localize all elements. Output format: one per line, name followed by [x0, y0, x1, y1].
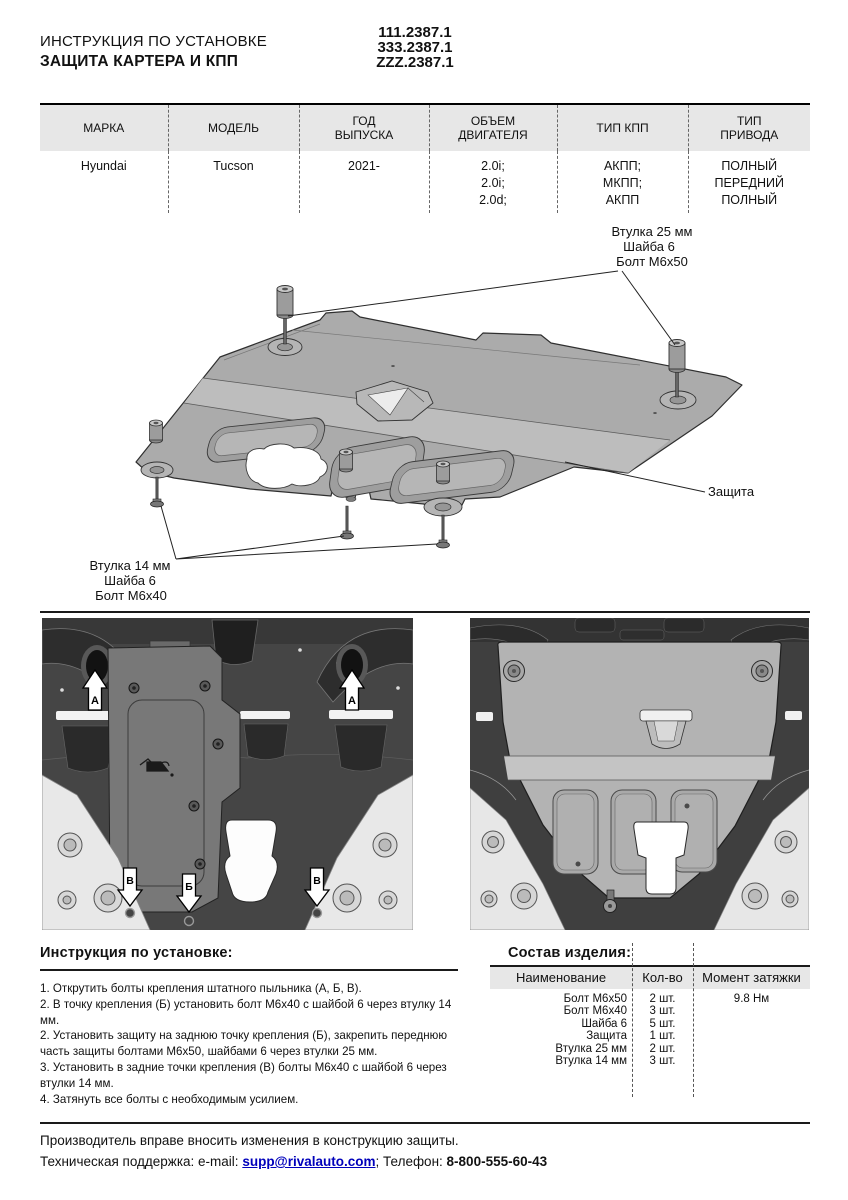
parts-col-torque: Момент затяжки — [702, 970, 801, 985]
parts-table-rows — [490, 993, 810, 1067]
skid-plate-isometric-drawing — [40, 215, 810, 613]
photo-plate-installed — [470, 618, 809, 930]
vehicle-table-header-row — [40, 104, 810, 151]
part-torque: 9.8 Нм — [733, 993, 770, 1005]
part-qty: 2 шт. — [649, 1042, 676, 1055]
callout-washer-top: Шайба 6 — [623, 239, 675, 254]
marker-letter: В — [126, 875, 134, 887]
install-step: 2. Установить защиту на заднюю точку крепления (Б), закрепить переднюю часть защиты болтами М6х50, шайбами 6 через втулки 25 мм. — [40, 1029, 448, 1059]
install-title: Инструкция по установке: — [40, 945, 233, 961]
support-phone: 8-800-555-60-43 — [446, 1154, 548, 1169]
marker-letter: А — [91, 695, 99, 707]
callout-bushing-25: Втулка 25 мм — [611, 224, 693, 239]
part-qty: 1 шт. — [649, 1030, 676, 1043]
footer-support — [40, 1154, 547, 1169]
vehicle-brand: Hyundai — [80, 159, 127, 173]
parts-row — [490, 1018, 810, 1030]
parts-row — [490, 1055, 810, 1067]
section-divider — [40, 611, 810, 613]
title-line-2: ЗАЩИТА КАРТЕРА И КПП — [40, 53, 239, 70]
install-step: 1. Открутить болты крепления штатного пыльника (А, Б, В). — [40, 982, 362, 995]
install-step: 4. Затянуть все болты с необходимым усилием. — [40, 1092, 299, 1106]
part-qty: 3 шт. — [649, 1054, 676, 1067]
parts-row — [490, 1005, 810, 1017]
part-name: Втулка 14 мм — [555, 1054, 627, 1067]
document-title — [40, 33, 267, 71]
install-step: 2. В точку крепления (Б) установить болт М6х40 с шайбой 6 через втулку 14 мм. — [40, 997, 452, 1027]
vehicle-year: 2021- — [299, 151, 429, 213]
part-name: Болт М6х40 — [563, 1005, 627, 1018]
install-steps — [40, 981, 460, 1107]
parts-row — [490, 993, 810, 1005]
part-qty: 3 шт. — [649, 1005, 676, 1018]
plate-label: Защита — [708, 484, 755, 499]
part-name: Втулка 25 мм — [555, 1042, 627, 1055]
parts-col-name: Наименование — [515, 970, 607, 985]
vehicle-col-header: ГОД ВЫПУСКА — [299, 104, 429, 151]
vehicle-col-header: МОДЕЛЬ — [168, 104, 299, 151]
vehicle-col-header: МАРКА — [40, 104, 168, 151]
parts-col-qty: Кол-во — [642, 970, 683, 985]
callout-washer-bottom: Шайба 6 — [104, 573, 156, 588]
trans-hole — [225, 820, 278, 902]
marker-letter: А — [348, 695, 356, 707]
part-name: Шайба 6 — [581, 1017, 627, 1030]
install-title-rule — [40, 969, 458, 971]
vehicle-gearbox: АКПП; МКПП; АКПП — [557, 151, 688, 213]
marker-letter: В — [313, 875, 321, 887]
part-number: ZZZ.2387.1 — [376, 54, 454, 71]
marker-letter: Б — [185, 881, 193, 893]
parts-title: Состав изделия: — [508, 945, 632, 961]
vehicle-col-header: ОБЪЕМ ДВИГАТЕЛЯ — [429, 104, 557, 151]
parts-row — [490, 1030, 810, 1042]
part-qty: 2 шт. — [649, 993, 676, 1005]
part-number: 111.2387.1 — [378, 24, 452, 41]
install-step: 3. Установить в задние точки крепления (В) болты М6х40 с шайбой 6 через втулки 14 мм. — [40, 1060, 447, 1090]
after-email: ; — [375, 1154, 384, 1169]
support-prefix: Техническая поддержка: e-mail: — [40, 1154, 243, 1169]
photo-mount-points — [42, 618, 413, 930]
vehicle-col-header: ТИП ПРИВОДА — [688, 104, 810, 151]
parts-row — [490, 1043, 810, 1055]
footer-rule — [40, 1122, 810, 1124]
vehicle-drive: ПОЛНЫЙ ПЕРЕДНИЙ ПОЛНЫЙ — [688, 151, 810, 213]
part-qty: 5 шт. — [649, 1017, 676, 1030]
part-name: Защита — [586, 1030, 627, 1043]
callout-bolt-m6x50: Болт М6х50 — [616, 254, 688, 269]
vehicle-spec-table — [40, 103, 810, 213]
support-email-link[interactable]: supp@rivalauto.com — [242, 1154, 376, 1169]
vehicle-engine: 2.0i; 2.0i; 2.0d; — [429, 151, 557, 213]
callout-bolt-m6x40: Болт М6х40 — [95, 588, 167, 603]
colon: : — [439, 1154, 447, 1169]
callout-bushing-14: Втулка 14 мм — [89, 558, 171, 573]
part-number: 333.2387.1 — [377, 39, 453, 56]
vehicle-table-row — [40, 151, 810, 213]
vehicle-col-header: ТИП КПП — [557, 104, 688, 151]
part-numbers — [355, 25, 475, 70]
footer-disclaimer: Производитель вправе вносить изменения в конструкцию защиты. — [40, 1133, 459, 1148]
vehicle-model: Tucson — [168, 151, 299, 213]
title-line-1: ИНСТРУКЦИЯ ПО УСТАНОВКЕ — [40, 33, 267, 50]
part-name: Болт М6х50 — [563, 993, 627, 1005]
phone-label: Телефон — [383, 1154, 440, 1169]
center-hole — [246, 444, 327, 488]
